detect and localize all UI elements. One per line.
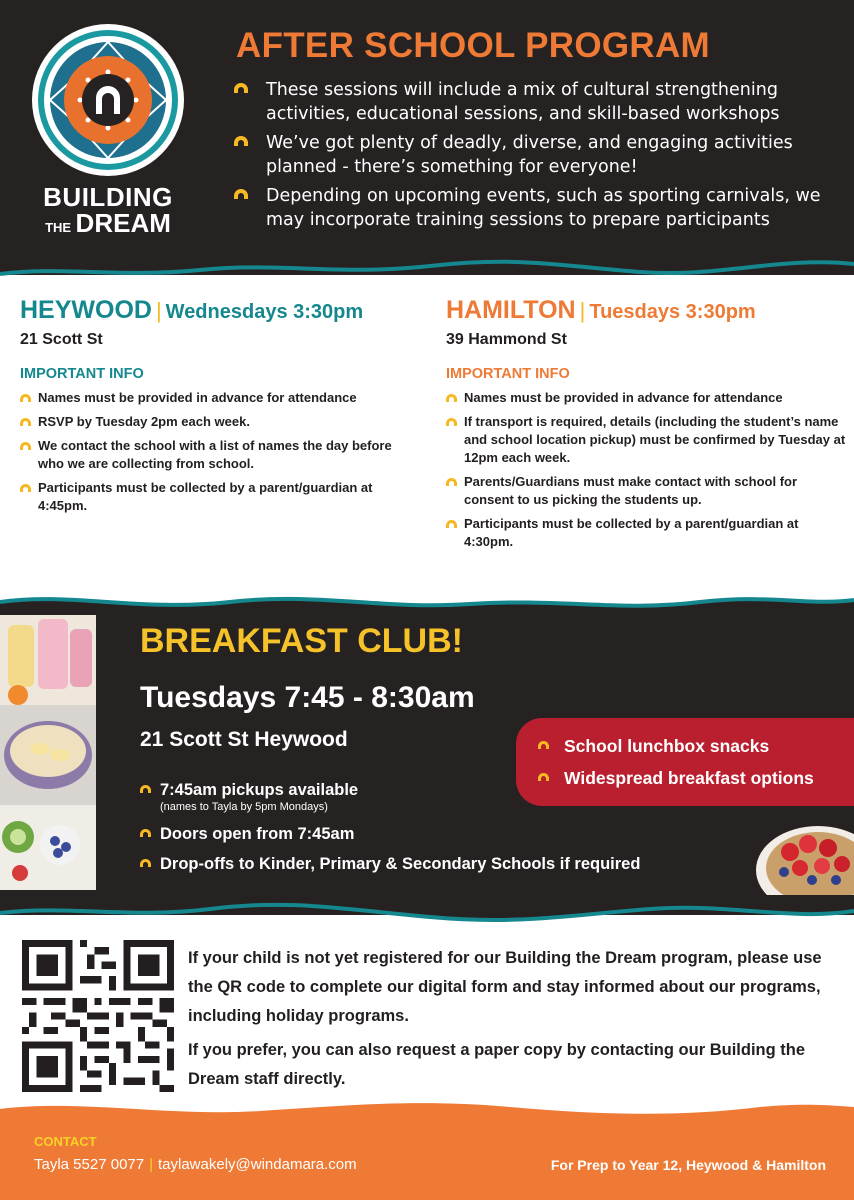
session-time: Tuesdays 3:30pm [589, 301, 756, 323]
important-info-heading: IMPORTANT INFO [20, 366, 144, 382]
breakfast-time: Tuesdays 7:45 - 8:30am [140, 681, 475, 714]
breakfast-top-wave-divider [0, 588, 854, 622]
arch-bullet-icon [140, 829, 151, 837]
registration-qr-code-icon[interactable] [22, 940, 174, 1092]
list-item: RSVP by Tuesday 2pm each week. [20, 413, 420, 431]
list-item: Names must be provided in advance for attendance [20, 389, 420, 407]
title-separator: | [155, 298, 162, 323]
header-bullet-list [234, 78, 834, 237]
location-address: 39 Hammond St [446, 331, 567, 348]
breakfast-club-title: BREAKFAST CLUB! [140, 622, 463, 660]
hamilton-heading [446, 296, 846, 325]
logo-line-dream: DREAM [75, 208, 171, 238]
breakfast-address: 21 Scott St Heywood [140, 728, 348, 751]
heywood-section [20, 296, 420, 521]
footer-tagline: For Prep to Year 12, Heywood & Hamilton [550, 1157, 826, 1173]
contact-email-link[interactable]: taylawakely@windamara.com [158, 1156, 357, 1173]
arch-bullet-icon [538, 741, 549, 749]
arch-bullet-icon [446, 478, 457, 486]
logo-emblem-icon [30, 22, 186, 178]
logo-line-the: THE [45, 220, 72, 235]
list-item: If transport is required, details (including the student’s name and school location pickup) must be confirmed by Tuesday at 12pm each week. [446, 413, 846, 467]
registration-paragraph: If your child is not yet registered for our Building the Dream program, please use the QR code to complete our digital form and stay informed about our programs, including holiday programs. [188, 949, 822, 1025]
arch-bullet-icon [234, 189, 248, 199]
heywood-heading [20, 296, 420, 325]
berry-bowl-image [738, 810, 854, 895]
breakfast-bottom-wave-divider [0, 895, 854, 931]
arch-bullet-icon [140, 785, 151, 793]
arch-bullet-icon [20, 442, 31, 450]
arch-bullet-icon [538, 773, 549, 781]
list-item: 7:45am pickups available (names to Tayla by 5pm Mondays) [140, 780, 720, 814]
important-info-heading: IMPORTANT INFO [446, 366, 570, 382]
arch-bullet-icon [20, 394, 31, 402]
list-item: Depending on upcoming events, such as sporting carnivals, we may incorporate training sessions to prepare participants [234, 184, 834, 232]
logo-line-building: BUILDING [43, 182, 173, 212]
location-name: HEYWOOD [20, 296, 152, 324]
berries-icon [738, 810, 854, 895]
list-item: Parents/Guardians must make contact with school for consent to us picking the students up. [446, 473, 846, 509]
list-item: We contact the school with a list of names the day before who we are collecting from school. [20, 437, 420, 473]
hamilton-info-list [446, 389, 846, 551]
location-name: HAMILTON [446, 296, 576, 324]
contact-details [34, 1156, 357, 1173]
arch-bullet-icon [140, 859, 151, 867]
food-photo-strip [0, 615, 96, 890]
paper-copy-paragraph: If you prefer, you can also request a paper copy by contacting our Building the Dream staff directly. [188, 1041, 806, 1088]
pickup-note: (names to Tayla by 5pm Mondays) [160, 801, 328, 813]
arch-bullet-icon [446, 418, 457, 426]
list-item: Drop-offs to Kinder, Primary & Secondary Schools if required [140, 854, 720, 874]
location-address: 21 Scott St [20, 331, 103, 348]
smoothie-porridge-fruit-image [0, 615, 96, 890]
list-item: Widespread breakfast options [538, 767, 814, 789]
contact-name-phone: Tayla 5527 0077 [34, 1156, 145, 1173]
list-item: School lunchbox snacks [538, 735, 814, 757]
list-item: Participants must be collected by a parent/guardian at 4:45pm. [20, 479, 420, 515]
list-item: Names must be provided in advance for attendance [446, 389, 846, 407]
registration-text [188, 944, 828, 1094]
arch-bullet-icon [234, 83, 248, 93]
list-item: Participants must be collected by a parent/guardian at 4:30pm. [446, 515, 846, 551]
list-item: These sessions will include a mix of cultural strengthening activities, educational sessions, and skill-based workshops [234, 78, 834, 126]
page-title: AFTER SCHOOL PROGRAM [236, 26, 710, 65]
session-time: Wednesdays 3:30pm [165, 301, 364, 323]
arch-bullet-icon [446, 394, 457, 402]
arch-bullet-icon [20, 484, 31, 492]
title-separator: | [579, 298, 586, 323]
building-the-dream-logo [28, 22, 188, 236]
highlights-list [538, 735, 814, 799]
contact-label: CONTACT [34, 1134, 97, 1149]
heywood-info-list [20, 389, 420, 515]
header-wave-divider [0, 248, 854, 288]
arch-bullet-icon [446, 520, 457, 528]
arch-bullet-icon [234, 136, 248, 146]
contact-separator: | [149, 1156, 153, 1173]
list-item: We’ve got plenty of deadly, diverse, and engaging activities planned - there’s something for everyone! [234, 131, 834, 179]
list-item: Doors open from 7:45am [140, 824, 720, 844]
arch-bullet-icon [20, 418, 31, 426]
hamilton-section [446, 296, 846, 557]
